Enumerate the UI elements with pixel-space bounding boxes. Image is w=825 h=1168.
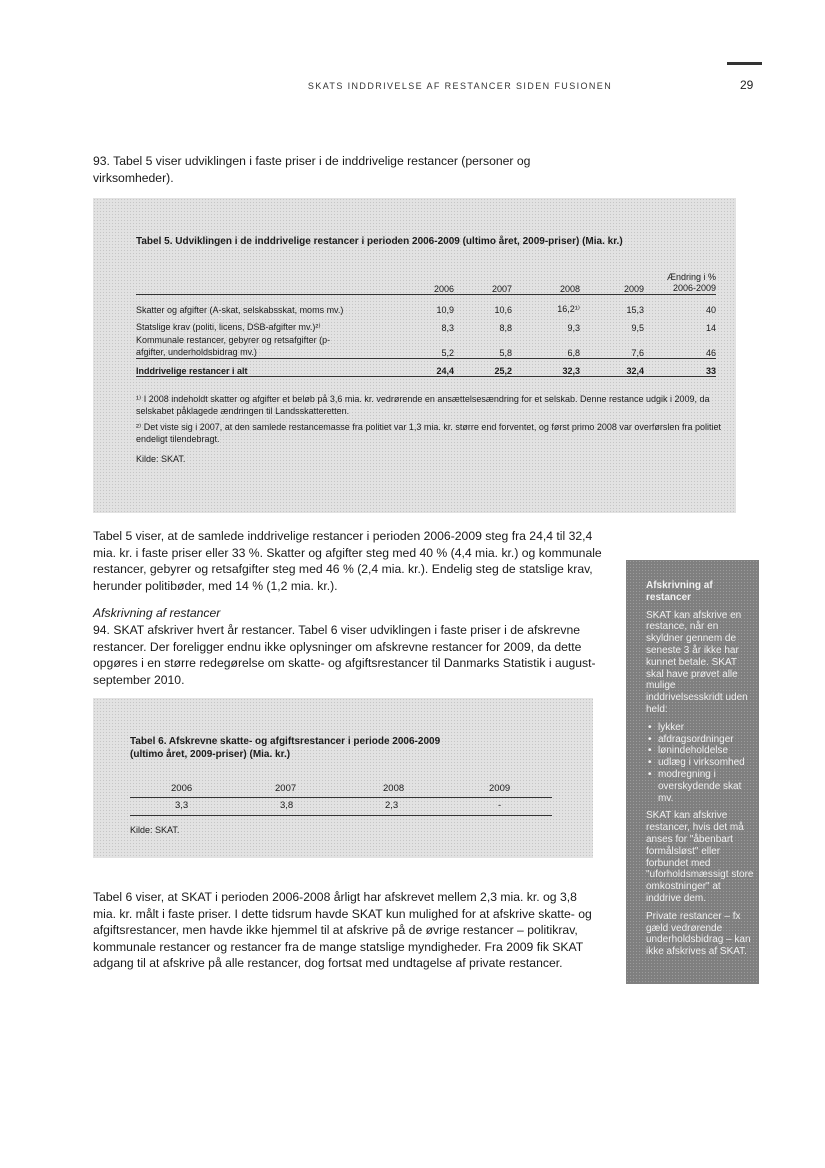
row-label: Statslige krav (politi, licens, DSB-afgifter mv.)²⁾ — [136, 321, 321, 332]
cell-2008: 9,3 — [567, 322, 580, 333]
cell-change: 46 — [705, 348, 716, 358]
total-2007: 25,2 — [494, 366, 512, 376]
cell-2009: 7,6 — [631, 348, 644, 358]
table5-header-row — [136, 272, 716, 295]
table6-year: 2008 — [383, 783, 405, 794]
table6-caption: Tabel 6. Afskrevne skatte- og afgiftsrestancer i periode 2006-2009 (ultimo året, 2009-priser) (Mia. kr.) — [130, 736, 441, 760]
table6-source: Kilde: SKAT. — [130, 825, 180, 835]
sidebar-intro: SKAT kan afskrive en restance, når en skyldner gennem de seneste 3 år ikke har kunnet betale. SKAT skal have prøvet alle mulige inddrivelsesskridt uden held: — [646, 609, 748, 715]
paragraph-table5-summary: Tabel 5 viser, at de samlede inddrivelige restancer i perioden 2006-2009 steg fra 24,4 til 32,4 mia. kr. i faste priser eller 33 %. Skatter og afgifter steg med 40 % (4,4 mia. kr.) og kommunale restancer, gebyrer og retsafgifter steg med 46 % (2,4 mia. kr.). Endelig steg de statslige krav, herunder politibøder, med 14 % (1,2 mia. kr.). — [93, 529, 602, 593]
total-2006: 24,4 — [436, 366, 454, 376]
sidebar-title: Afskrivning af restancer — [646, 580, 713, 603]
cell-2009: 9,5 — [631, 322, 644, 333]
cell-2007: 8,8 — [499, 322, 512, 333]
table-row — [136, 295, 716, 315]
paragraph-93: 93. Tabel 5 viser udviklingen i faste priser i de inddrivelige restancer (personer og virksomheder). — [93, 154, 531, 185]
table6-box — [93, 698, 593, 858]
total-label: Inddrivelige restancer i alt — [136, 366, 248, 376]
table5-caption: Tabel 5. Udviklingen i de inddrivelige restancer i perioden 2006-2009 (ultimo året, 2009-priser) (Mia. kr.) — [136, 236, 623, 247]
list-item: • udlæg i virksomhed — [658, 757, 754, 769]
table5-footnote-2: ²⁾ Det viste sig i 2007, at den samlede restancemasse fra politiet var 1,3 mia. kr. større end forventet, og først primo 2008 var overførslen fra politiet endeligt tilendebragt. — [136, 422, 721, 444]
list-item: • afdragsordninger — [658, 734, 754, 746]
cell-2008: 16,2¹⁾ — [557, 303, 580, 314]
table6-value: 2,3 — [385, 800, 399, 811]
list-item: • lønindeholdelse — [658, 745, 754, 757]
table-row — [136, 315, 716, 333]
table5-header-2009: 2009 — [623, 284, 644, 294]
row-label: Kommunale restancer, gebyrer og retsafgifter (p-afgifter, underholdsbidrag mv.) — [136, 335, 331, 357]
sidebar-box — [626, 560, 759, 984]
sidebar-paragraph-3: Private restancer – fx gæld vedrørende underholdsbidrag – kan ikke afskrives af SKAT. — [646, 910, 751, 958]
cell-2006: 5,2 — [441, 348, 454, 358]
section-heading: Afskrivning af restancer — [93, 606, 221, 620]
cell-2006: 8,3 — [441, 322, 454, 333]
page-number: 29 — [740, 78, 754, 92]
cell-change: 40 — [705, 304, 716, 315]
table6-value: 3,3 — [175, 800, 189, 811]
table6-year: 2007 — [275, 783, 297, 794]
paragraph-94: 94. SKAT afskriver hvert år restancer. Tabel 6 viser udviklingen i faste priser i de afskrevne restancer. Der foreligger endnu ikke oplysninger om afskrevne restancer for 2009, da dette opgøres i en større redegørelse om skatte- og afgiftsrestancer til Danmarks Statistik i august-september 2010. — [93, 623, 596, 687]
table-row — [136, 333, 716, 359]
total-change: 33 — [705, 366, 716, 376]
header-rule — [727, 62, 762, 65]
list-item: • lykker — [658, 722, 754, 734]
table6-year: 2009 — [489, 783, 511, 794]
table5-header-2007: 2007 — [491, 284, 512, 294]
cell-change: 14 — [705, 322, 716, 333]
sidebar-bullet-list — [646, 722, 754, 805]
cell-2007: 5,8 — [499, 348, 512, 358]
table5-footnote-1: ¹⁾ I 2008 indeholdt skatter og afgifter et beløb på 3,6 mia. kr. vedrørende en ansættelsesændring for et selskab. Denne restance udgik i 2009, da selskabet påklagede ændringen til Landsskatteretten. — [136, 394, 710, 416]
cell-2006: 10,9 — [436, 304, 454, 315]
table5-header-label — [136, 272, 396, 295]
table6-year: 2006 — [171, 783, 193, 794]
table6-header-row — [130, 783, 552, 798]
cell-2008: 6,8 — [567, 348, 580, 358]
total-2009: 32,4 — [626, 366, 644, 376]
paragraph-table6-summary: Tabel 6 viser, at SKAT i perioden 2006-2008 årligt har afskrevet mellem 2,3 mia. kr. og 3,8 mia. kr. målt i faste priser. I dette tidsrum havde SKAT kun mulighed for at afskrive skatte- og afgiftsrestancer, men havde ikke hjemmel til at afskrive på de øvrige restancer – politikrav, kommunale restancer og restancer fra de mange statslige myndigheder. Fra 2009 fik SKAT adgang til at afskrive på alle restancer, dog fortsat med undtagelse af private restancer. — [93, 890, 592, 970]
list-item: • modregning i overskydende skat mv. — [658, 769, 754, 804]
table6-value: - — [498, 800, 502, 811]
row-label: Skatter og afgifter (A-skat, selskabsskat, moms mv.) — [136, 304, 344, 315]
table5-total-row — [136, 359, 716, 377]
sidebar-paragraph-2: SKAT kan afskrive restancer, hvis det må anses for "åbenbart formålsløst" eller forbundet med "uforholdsmæssigt store omkostninger" at inddrive dem. — [646, 810, 754, 904]
table6-value-row — [130, 800, 552, 816]
table6-value: 3,8 — [280, 800, 294, 811]
total-2008: 32,3 — [562, 366, 580, 376]
table5-header-2006: 2006 — [433, 284, 454, 294]
table5-header-change: Ændring i % 2006-2009 — [666, 272, 716, 293]
table5-box — [93, 198, 736, 513]
running-title: SKATS INDDRIVELSE AF RESTANCER SIDEN FUSIONEN — [307, 81, 613, 91]
table5-header-2008: 2008 — [559, 284, 580, 294]
table5 — [136, 272, 716, 377]
cell-2007: 10,6 — [494, 304, 512, 315]
table5-source: Kilde: SKAT. — [136, 454, 186, 464]
cell-2009: 15,3 — [626, 304, 644, 315]
